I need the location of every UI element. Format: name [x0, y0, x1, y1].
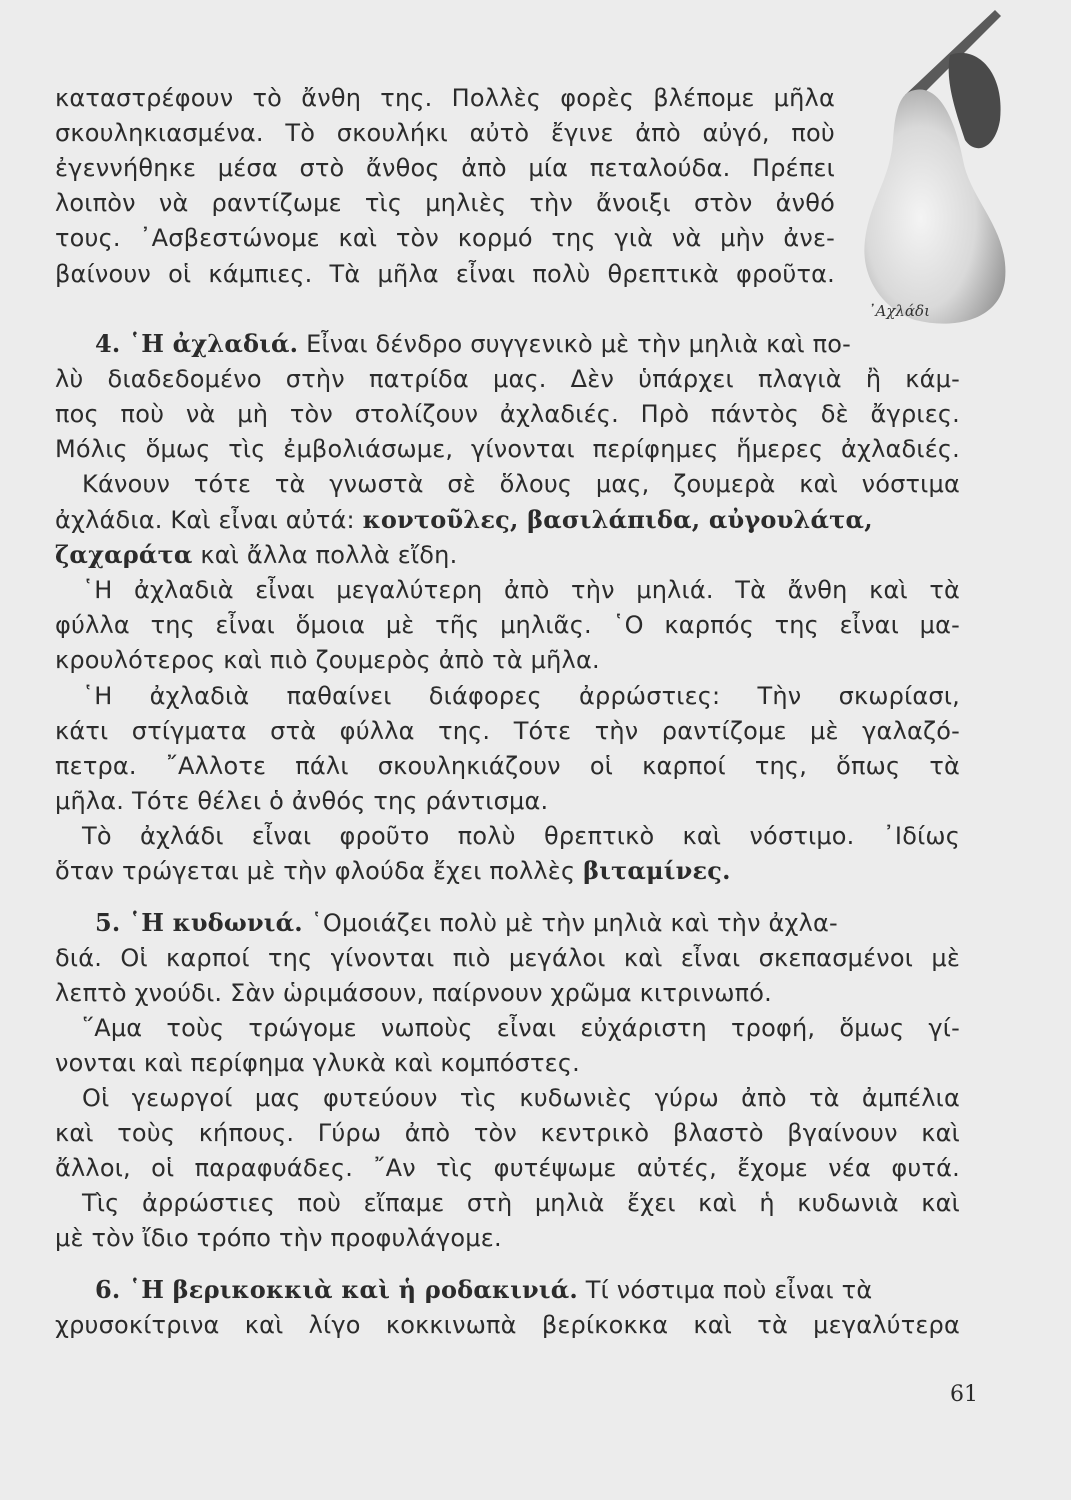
text-line: ἄλλοι, οἱ παραφυάδες. ῎Αν τὶς φυτέψωμε αὐτές, ἔχομε νέα φυτά.	[55, 1154, 960, 1182]
text-line: Τὸ ἀχλάδι εἶναι φροῦτο πολὺ θρεπτικὸ καὶ νόστιμο. ᾿Ιδίως	[82, 822, 960, 850]
paragraph-line	[95, 1274, 960, 1306]
paragraph-line	[55, 539, 960, 571]
section-heading: 5. ῾Η κυδωνιά.	[95, 908, 303, 937]
text-line: τους. ᾿Ασβεστώνομε καὶ τὸν κορμό της γιὰ νὰ μὴν ἀνε-	[55, 224, 835, 252]
figure-caption: ᾿Αχλάδι	[868, 302, 930, 320]
section-heading: 4. ῾Η ἀχλαδιά.	[95, 329, 299, 358]
text-line: Τὶς ἀρρώστιες ποὺ εἴπαμε στὴ μηλιὰ ἔχει καὶ ἡ κυδωνιὰ καὶ	[82, 1189, 960, 1217]
text-line: ῞Αμα τοὺς τρώγομε νωποὺς εἶναι εὐχάριστη τροφή, ὅμως γί-	[82, 1014, 960, 1042]
text-line: βαίνουν οἱ κάμπιες. Τὰ μῆλα εἶναι πολὺ θρεπτικὰ φροῦτα.	[55, 260, 835, 288]
paragraph-line	[55, 504, 960, 536]
text-line: διά. Οἱ καρποί της γίνονται πιὸ μεγάλοι καὶ εἶναι σκεπασμένοι μὲ	[55, 944, 960, 972]
text-line: φύλλα της εἶναι ὅμοια μὲ τῆς μηλιᾶς. ῾Ο καρπός της εἶναι μα-	[55, 611, 960, 639]
pear-leaf	[949, 53, 1001, 148]
text-line: ῾Η ἀχλαδιὰ εἶναι μεγαλύτερη ἀπὸ τὴν μηλιά. Τὰ ἄνθη καὶ τὰ	[82, 576, 960, 604]
text-line: κρουλότερος καὶ πιὸ ζουμερὸς ἀπὸ τὰ μῆλα.	[55, 646, 600, 674]
text-line: καὶ τοὺς κήπους. Γύρω ἀπὸ τὸν κεντρικὸ βλαστὸ βγαίνουν καὶ	[55, 1119, 960, 1147]
pear-variety: ζαχαράτα	[55, 540, 193, 569]
text-span: καὶ ἄλλα πολλὰ εἴδη.	[192, 541, 458, 569]
text-line: Οἱ γεωργοί μας φυτεύουν τὶς κυδωνιὲς γύρω ἀπὸ τὰ ἀμπέλια	[82, 1084, 960, 1112]
text-line: ῾Η ἀχλαδιὰ παθαίνει διάφορες ἀρρώστιες: Τὴν σκωρίασι,	[82, 682, 960, 710]
text-line: μὲ τὸν ἴδιο τρόπο τὴν προφυλάγομε.	[55, 1224, 502, 1252]
pear-varieties: κοντοῦλες, βασιλάπιδα, αὐγουλάτα,	[362, 505, 873, 534]
text-line: πος ποὺ νὰ μὴ τὸν στολίζουν ἀχλαδιές. Πρὸ πάντὸς δὲ ἄγριες.	[55, 400, 960, 428]
section-heading: 6. ῾Η βερικοκκιὰ καὶ ἡ ροδακινιά.	[95, 1275, 578, 1304]
text-line: καταστρέφουν τὸ ἄνθη της. Πολλὲς φορὲς βλέπομε μῆλα	[55, 84, 835, 112]
paragraph-line	[95, 907, 960, 939]
page-number: 61	[950, 1382, 978, 1407]
text-line: πετρα. ῎Αλλοτε πάλι σκουληκιάζουν οἱ καρποί της, ὅπως τὰ	[55, 752, 960, 780]
text-line: Μόλις ὅμως τὶς ἐμβολιάσωμε, γίνονται περίφημες ἥμερες ἀχλαδιές.	[55, 435, 960, 463]
text-line: λεπτὸ χνούδι. Σὰν ὡριμάσουν, παίρνουν χρῶμα κιτρινωπό.	[55, 979, 772, 1007]
text-line: μῆλα. Τότε θέλει ὁ ἀνθός της ράντισμα.	[55, 787, 549, 815]
paragraph-line	[55, 855, 960, 887]
text-span: ὅταν τρώγεται μὲ τὴν φλούδα ἔχει πολλὲς	[55, 857, 584, 885]
text-line: ἐγεννήθηκε μέσα στὸ ἄνθος ἀπὸ μία πεταλούδα. Πρέπει	[55, 154, 835, 182]
text-span: ἀχλάδια. Καὶ εἶναι αὐτά:	[55, 506, 363, 534]
paragraph-line	[95, 328, 960, 360]
text-span: ῾Ομοιάζει πολὺ μὲ τὴν μηλιὰ καὶ τὴν ἀχλα-	[302, 909, 838, 937]
text-line: λὺ διαδεδομένο στὴν πατρίδα μας. Δὲν ὑπάρχει πλαγιὰ ἢ κάμ-	[55, 365, 960, 393]
text-line: σκουληκιασμένα. Τὸ σκουλήκι αὐτὸ ἔγινε ἀπὸ αὐγό, ποὺ	[55, 119, 835, 147]
text-line: λοιπὸν νὰ ραντίζωμε τὶς μηλιὲς τὴν ἄνοιξι στὸν ἀνθό	[55, 189, 835, 217]
text-line: Κάνουν τότε τὰ γνωστὰ σὲ ὅλους μας, ζουμερὰ καὶ νόστιμα	[82, 470, 960, 498]
text-span: Τί νόστιμα ποὺ εἶναι τὰ	[577, 1276, 873, 1304]
text-line: νονται καὶ περίφημα γλυκὰ καὶ κομπόστες.	[55, 1049, 580, 1077]
text-line: χρυσοκίτρινα καὶ λίγο κοκκινωπὰ βερίκοκκα καὶ τὰ μεγαλύτερα	[55, 1311, 960, 1339]
pear-illustration	[845, 0, 1015, 340]
vitamins-term: βιταμίνες.	[583, 856, 731, 885]
text-line: κάτι στίγματα στὰ φύλλα της. Τότε τὴν ραντίζομε μὲ γαλαζό-	[55, 717, 960, 745]
text-span: Εἶναι δένδρο συγγενικὸ μὲ τὴν μηλιὰ καὶ πο-	[298, 330, 852, 358]
